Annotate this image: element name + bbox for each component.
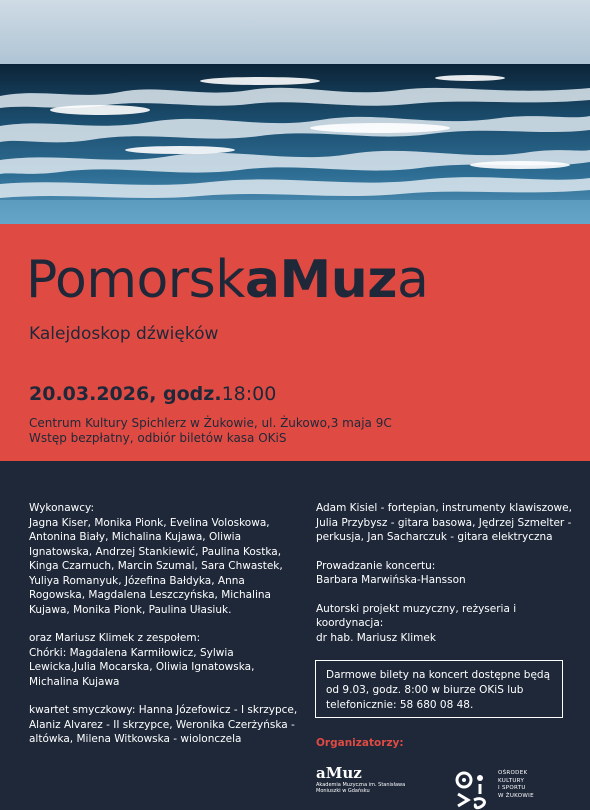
okis-line-3: I SPORTU bbox=[498, 785, 526, 791]
amuz-logo-text: aMuz bbox=[316, 764, 362, 782]
okis-emblem-icon bbox=[454, 770, 494, 810]
amuz-logo bbox=[316, 765, 426, 794]
event-title bbox=[26, 248, 428, 312]
details-column bbox=[316, 501, 586, 645]
musicians-list: Adam Kisiel - fortepian, instrumenty klawiszowe, Julia Przybysz - gitara basowa, Jędrzej Szmelter - perkusja, Jan Sacharczuk - gitara elektryczna bbox=[316, 502, 572, 543]
organizers-label: Organizatorzy: bbox=[316, 737, 404, 749]
event-date: 20.03.2026, godz. bbox=[29, 383, 222, 405]
title-regular: Pomorsk bbox=[26, 250, 245, 310]
event-entry: Wstęp bezpłatny, odbiór biletów kasa OKiS bbox=[29, 431, 287, 445]
amuz-logo-caption: Akademia Muzyczna im. Stanisława Moniuszki w Gdańsku bbox=[316, 782, 406, 794]
sea-photo bbox=[0, 0, 590, 225]
choir-list: Chórki: Magdalena Karmiłowicz, Sylwia Lewicka,Julia Mocarska, Oliwia Ignatowska, Michalina Kujawa bbox=[29, 646, 255, 688]
project-name: dr hab. Mariusz Klimek bbox=[316, 631, 436, 644]
tickets-box: Darmowe bilety na koncert dostępne będą od 9.03, godz. 8:00 w biurze OKiS lub telefonicznie: 58 680 08 48. bbox=[315, 660, 563, 718]
event-time: 18:00 bbox=[221, 383, 277, 405]
performers-column bbox=[29, 501, 299, 747]
host-label: Prowadzanie koncertu: bbox=[316, 559, 436, 572]
event-datetime bbox=[29, 383, 276, 405]
band-heading: oraz Mariusz Klimek z zespołem: bbox=[29, 632, 201, 644]
event-venue-block bbox=[29, 416, 392, 446]
okis-logo bbox=[454, 770, 564, 810]
okis-line-2: KULTURY bbox=[498, 777, 525, 784]
event-venue: Centrum Kultury Spichlerz w Żukowie, ul. Żukowo,3 maja 9C bbox=[29, 416, 392, 430]
quartet-list: kwartet smyczkowy: Hanna Józefowicz - I skrzypce, Alaniz Alvarez - II skrzypce, Weronika Czerżyńska - altówka, Milena Witkowska - wiolonczela bbox=[29, 704, 298, 745]
performers-heading: Wykonawcy: bbox=[29, 502, 94, 514]
host-name: Barbara Marwińska-Hansson bbox=[316, 574, 466, 586]
title-tail: a bbox=[397, 250, 429, 310]
title-bold: aMuz bbox=[244, 250, 397, 310]
okis-line-4: W ŻUKOWIE bbox=[498, 792, 534, 799]
event-subtitle: Kalejdoskop dźwięków bbox=[29, 324, 219, 344]
okis-logo-text bbox=[498, 770, 534, 800]
okis-line-1: OŚRODEK bbox=[498, 770, 528, 776]
project-label: Autorski projekt muzyczny, reżyseria i koordynacja: bbox=[316, 602, 517, 629]
performers-names: Jagna Kiser, Monika Pionk, Evelina Voloskowa, Antonina Biały, Michalina Kujawa, Oliwia Ignatowska, Andrzej Stankiewić, Paulina Kostka, Kinga Czarnuch, Marcin Szumal, Sara Chwastek, Yuliya Romanyuk, Józefina Bałdyka, Anna Rogowska, Magdalena Leszczyńska, Michalina Kujawa, Monika Pionk, Paulina Ułasiuk. bbox=[29, 516, 283, 616]
